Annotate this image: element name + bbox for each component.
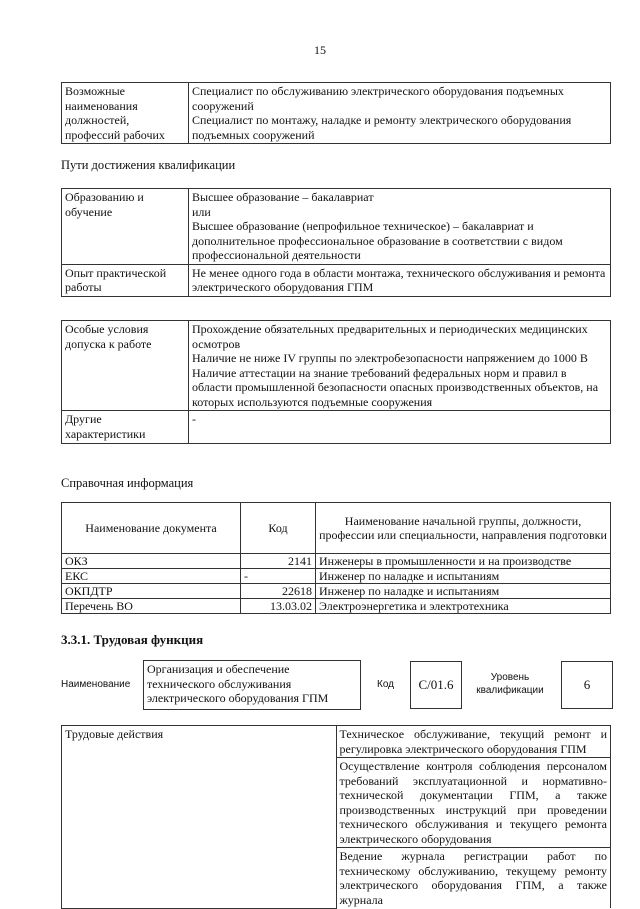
job-title-item: Специалист по обслуживанию электрического оборудования подъемных сооружений (192, 84, 564, 113)
condition-line: Наличие аттестации на знание требований федеральных норм и правил в области промышленной безопасности опасных производственных объектов, на которых используются подъемные сооружения (192, 365, 599, 409)
qualification-paths-heading: Пути достижения квалификации (61, 158, 236, 172)
table-cell: Инженеры в промышленности и на производстве (316, 554, 611, 569)
level-label: Уровень квалификации (476, 672, 544, 696)
job-title-item: Специалист по монтажу, наладке и ремонту электрического оборудования подъемных сооружений (192, 113, 572, 142)
job-titles-table (61, 82, 611, 144)
education-value (189, 189, 611, 265)
function-name-box: Организация и обеспечение технического обслуживания электрического оборудования ГПМ (143, 660, 361, 710)
special-conditions-table (61, 320, 611, 444)
table-cell: 22618 (241, 584, 316, 599)
column-header: Наименование начальной группы, должности, профессии или специальности, направления подготовки (316, 503, 611, 554)
name-label: Наименование (61, 679, 131, 690)
table-cell: - (241, 569, 316, 584)
table-cell: ОКПДТР (62, 584, 241, 599)
table-cell: Перечень ВО (62, 599, 241, 614)
experience-value: Не менее одного года в области монтажа, технического обслуживания и ремонта электрического оборудования ГПМ (189, 264, 611, 296)
education-line: Высшее образование (непрофильное техническое) – бакалавриат и дополнительное профессиональное образование в соответствии с видом профессиональной деятельности (192, 219, 563, 262)
function-code-box: C/01.6 (410, 661, 462, 709)
special-conditions-value (189, 321, 611, 411)
table-cell: ОКЗ (62, 554, 241, 569)
table-cell: Инженер по наладке и испытаниям (316, 584, 611, 599)
labor-function-title: 3.3.1. Трудовая функция (61, 632, 204, 647)
reference-info-heading: Справочная информация (61, 476, 194, 490)
table-row (62, 599, 611, 614)
column-header: Код (241, 503, 316, 554)
special-conditions-label: Особые условия допуска к работе (62, 321, 189, 411)
table-row (62, 554, 611, 569)
condition-line: Прохождение обязательных предварительных и периодических медицинских осмотров (192, 322, 588, 351)
education-label: Образованию и обучение (62, 189, 189, 265)
table-cell: 2141 (241, 554, 316, 569)
reference-header-row (62, 503, 611, 554)
labor-action-item: Осуществление контроля соблюдения персоналом требований эксплуатационной и нормативно-технической документации ГПМ, а также производственных инструкций при проведении технического обслуживания и текущего ремонта электрического оборудования (336, 758, 611, 848)
other-characteristics-label: Другие характеристики (62, 411, 189, 444)
experience-label: Опыт практической работы (62, 264, 189, 296)
condition-line: Наличие не ниже IV группы по электробезопасности напряжением до 1000 В (192, 351, 588, 365)
table-cell: ЕКС (62, 569, 241, 584)
labor-actions-label: Трудовые действия (62, 726, 337, 909)
table-cell: Инженер по наладке и испытаниям (316, 569, 611, 584)
table-cell: Электроэнергетика и электротехника (316, 599, 611, 614)
labor-action-item: Техническое обслуживание, текущий ремонт и регулировка электрического оборудования ГПМ (336, 726, 611, 758)
code-label: Код (377, 679, 395, 690)
job-titles-values (189, 83, 611, 144)
table-row (62, 569, 611, 584)
labor-actions-table (61, 725, 611, 909)
other-characteristics-value: - (189, 411, 611, 444)
page-number: 15 (314, 43, 326, 57)
column-header: Наименование документа (62, 503, 241, 554)
level-value-box: 6 (561, 661, 613, 709)
education-line: или (192, 204, 211, 219)
education-line: Высшее образование – бакалавриат (192, 190, 374, 204)
job-titles-label: Возможные наименования должностей, профессий рабочих (62, 83, 189, 144)
table-cell: 13.03.02 (241, 599, 316, 614)
reference-table (61, 502, 611, 614)
labor-action-item: Ведение журнала регистрации работ по техническому обслуживанию, текущему ремонту электрического оборудования ГПМ, а также журнала (336, 848, 611, 909)
table-row (62, 584, 611, 599)
qualification-paths-table (61, 188, 611, 297)
